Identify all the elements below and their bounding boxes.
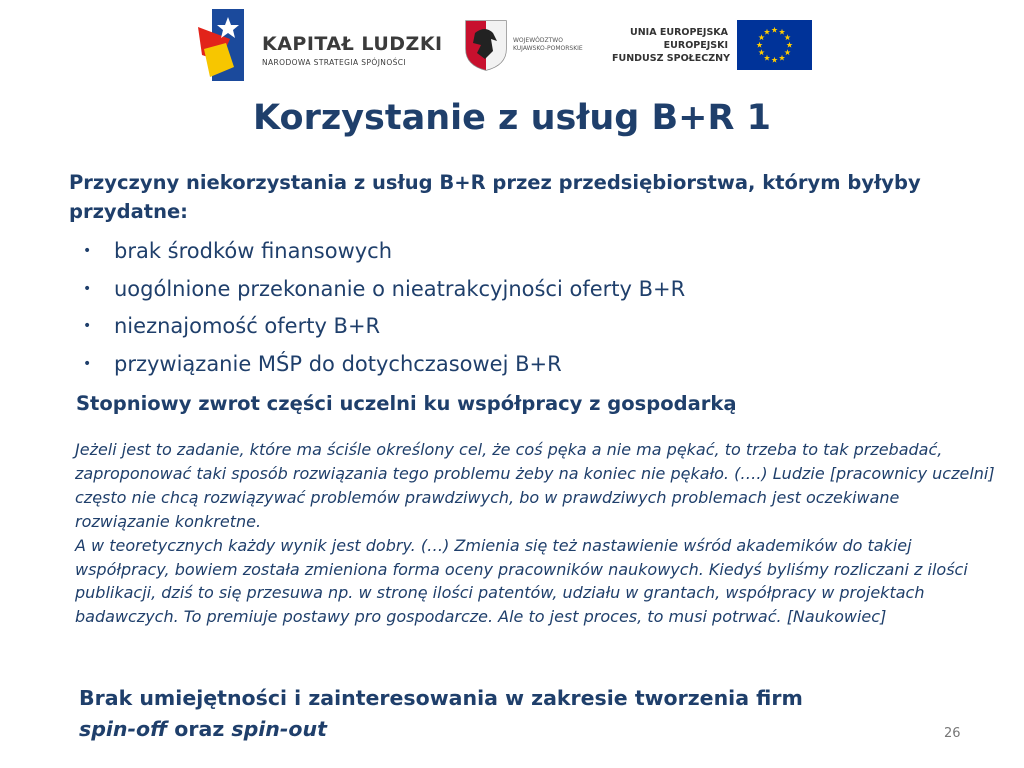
kapital-ludzki-subtitle: NARODOWA STRATEGIA SPÓJNOŚCI — [262, 58, 407, 67]
page-number: 26 — [944, 726, 961, 741]
kapital-ludzki-title: KAPITAŁ LUDZKI — [262, 33, 443, 55]
slide-title: Korzystanie z usług B+R 1 — [253, 98, 771, 138]
section3-line2 — [79, 714, 1009, 745]
section-heading-university-cooperation: Stopniowy zwrot części uczelni ku współpracy z gospodarką — [76, 392, 737, 415]
spin-off-term: spin-off — [79, 717, 168, 741]
bullet: • — [83, 355, 92, 372]
list-item-text: przywiązanie MŚP do dotychczasowej B+R — [114, 351, 562, 376]
bullet: • — [83, 280, 92, 297]
section3-line1: Brak umiejętności i zainteresowania w zakresie tworzenia firm — [79, 686, 803, 710]
connector-text: oraz — [167, 717, 232, 741]
kapital-ludzki-logo-text — [262, 33, 443, 67]
eu-fund-label — [612, 26, 728, 65]
kapital-ludzki-logo-icon — [198, 9, 244, 81]
list-item — [83, 346, 685, 384]
eu-line2: EUROPEJSKI — [663, 40, 728, 51]
list-item — [83, 308, 685, 346]
quote-paragraph: A w teoretycznych każdy wynik jest dobry. (…) Zmienia się też nastawienie wśród akademików do takiej współpracy, bowiem została zmieniona forma oceny pracowników naukowych. Kiedyś byliśmy rozliczani z ilości publikacji, dziś to się przesuwa np. w stronę ilości patentów, udziału w grantach, współpracy w projektach badawczych. To premiuje postawy pro gospodarcze. Ale to jest proces, to musi potrwać. [Naukowiec] — [75, 535, 968, 627]
list-item-text: nieznajomość oferty B+R — [114, 314, 381, 338]
bullet: • — [83, 243, 92, 259]
list-item-text: brak środków finansowych — [114, 239, 393, 263]
wojewodztwo-line1: WOJEWÓDZTWO — [513, 37, 563, 44]
list-item-text: uogólnione przekonanie o nieatrakcyjności oferty B+R — [114, 276, 686, 301]
list-item — [83, 233, 685, 271]
section-heading-spin-off — [79, 683, 1009, 745]
reasons-list — [83, 233, 685, 383]
bullet: • — [83, 318, 92, 334]
logo-bar — [0, 0, 1024, 90]
griffin-coat-of-arms-icon — [463, 19, 509, 71]
reasons-heading: Przyczyny niekorzystania z usług B+R przez przedsiębiorstwa, którym byłyby przydatne: — [69, 171, 921, 223]
eu-flag-icon — [737, 20, 812, 70]
wojewodztwo-line2: KUJAWSKO-POMORSKIE — [513, 45, 583, 52]
eu-line3: FUNDUSZ SPOŁECZNY — [612, 53, 730, 64]
list-item — [83, 271, 685, 309]
wojewodztwo-label — [513, 37, 583, 53]
spin-out-term: spin-out — [231, 717, 327, 741]
eu-line1: UNIA EUROPEJSKA — [630, 27, 728, 38]
quote-paragraph: Jeżeli jest to zadanie, które ma ściśle określony cel, że coś pęka a nie ma pękać, to trzeba to tak przebadać, zaproponować taki sposób rozwiązania tego problemu żeby na koniec nie pękało. (….) Ludzie [pracownicy uczelni] często nie chcą rozwiązywać problemów prawdziwych, bo w prawdziwych problemach jest oczekiwane rozwiązanie konkretne. — [75, 440, 995, 531]
interview-quote — [75, 438, 995, 629]
